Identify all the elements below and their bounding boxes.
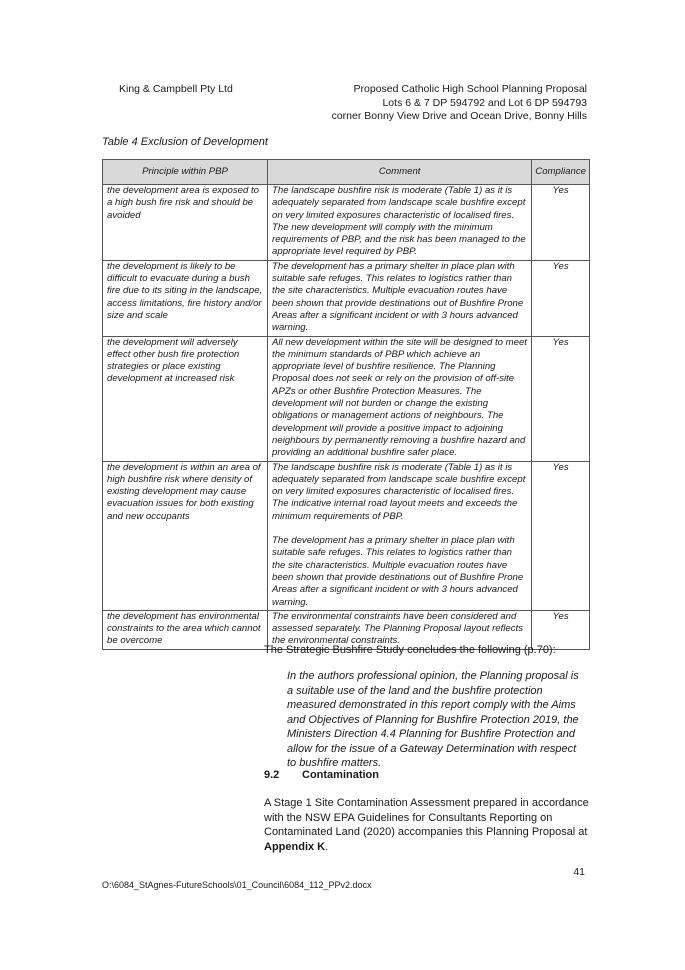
comment-paragraph: The landscape bushfire risk is moderate (Table 1) as it is adequately separated from landscape scale bushfire except on very limited exposures characteristic of localised fires. The new development will comply with the minimum requirements of PBP, and the risk has been managed to the appropriate level required by PBP.	[272, 185, 526, 258]
comment-paragraph: The landscape bushfire risk is moderate (Table 1) as it is adequately separated from landscape scale bushfire except on very limited exposures characteristic of localised fires. The indicative internal road layout meets and exceeds the minimum requirements of PBP.	[272, 461, 526, 522]
compliance-cell: Yes	[532, 336, 590, 461]
header-project-info	[332, 83, 587, 124]
column-header: Compliance	[532, 160, 590, 185]
column-header: Principle within PBP	[103, 160, 268, 185]
comment-paragraph: All new development within the site will be designed to meet the minimum standards of PBP which achieve an appropriate level of bushfire resilience. The Planning Proposal does not seek or rely on the provision of off-site APZs or other Bushfire Protection Measures. The development will not burden or change the existing obligations or management actions of neighbours. The development will provide a positive impact to adjoining neighbours by permanently removing a bushfire hazard and providing an additional bushfire safer place.	[272, 336, 527, 459]
table-row	[103, 185, 590, 261]
paragraph-text: A Stage 1 Site Contamination Assessment prepared in accordance with the NSW EPA Guidelines for Consultants Reporting on Contaminated Land (2020) accompanies this Planning Proposal at	[264, 797, 589, 838]
header-company: King & Campbell Pty Ltd	[119, 83, 233, 95]
table-caption: Table 4 Exclusion of Development	[102, 136, 268, 148]
comment-cell	[268, 260, 532, 336]
quoted-conclusion: In the authors professional opinion, the Planning proposal is a suitable use of the land and the bushfire protection measured demonstrated in this report comply with the Aims and Objectives of Planning for Bushfire Protection 2019, the Ministers Direction 4.4 Planning for Bushfire Protection and allow for the issue of a Gateway Determination with respect to bushfire matters.	[287, 670, 579, 769]
compliance-cell: Yes	[532, 185, 590, 261]
intro-paragraph: The Strategic Bushfire Study concludes the following (p.70):	[264, 644, 556, 656]
appendix-reference: Appendix K	[264, 840, 326, 853]
principle-cell: the development will adversely effect other bush fire protection strategies or place existing development at increased risk	[103, 336, 268, 461]
column-header: Comment	[268, 160, 532, 185]
exclusion-table	[102, 159, 590, 650]
section-heading	[264, 768, 594, 783]
comment-paragraph: The development has a primary shelter in place plan with suitable safe refuges. This relates to logistics rather than the site characteristics. Multiple evacuation routes have been shown that provide destinations out of Bushfire Prone Areas after a significant incident or with 3 hours advanced warning.	[272, 535, 524, 608]
header-line: Proposed Catholic High School Planning Proposal	[353, 83, 587, 95]
comment-cell	[268, 461, 532, 610]
section-number: 9.2	[264, 769, 280, 781]
comment-cell	[268, 185, 532, 261]
principle-cell: the development is within an area of high bushfire risk where density of existing development may cause evacuation issues for both existing and new occupants	[103, 461, 268, 610]
header-line: Lots 6 & 7 DP 594792 and Lot 6 DP 594793	[382, 96, 587, 109]
page-number: 41	[573, 866, 585, 878]
compliance-cell: Yes	[532, 260, 590, 336]
table-row	[103, 336, 590, 461]
paragraph-end: .	[325, 840, 329, 853]
principle-cell: the development has environmental constraints to the area which cannot be overcome	[103, 610, 268, 649]
header-line: corner Bonny View Drive and Ocean Drive, Bonny Hills	[331, 110, 587, 122]
footer-file-path: O:\6084_StAgnes-FutureSchools\01_Council\6084_112_PPv2.docx	[102, 880, 372, 890]
compliance-cell: Yes	[532, 610, 590, 649]
principle-cell: the development area is exposed to a high bush fire risk and should be avoided	[103, 185, 268, 261]
principle-cell: the development is likely to be difficult to evacuate during a bush fire due to its siting in the landscape, access limitations, fire history and/or size and scale	[103, 260, 268, 336]
table-row	[103, 461, 590, 610]
compliance-cell: Yes	[532, 461, 590, 610]
comment-cell	[268, 336, 532, 461]
table-header-row	[103, 160, 590, 185]
table-row	[103, 260, 590, 336]
comment-paragraph: The development has a primary shelter in place plan with suitable safe refuges. This relates to logistics rather than the site characteristics. Multiple evacuation routes have been shown that provide destinations out of Bushfire Prone Areas after a significant incident or with 3 hours advanced warning.	[272, 260, 524, 334]
contamination-paragraph	[264, 796, 594, 854]
comment-paragraph: The environmental constraints have been considered and assessed separately. The Planning Proposal layout reflects the environmental constraints.	[272, 610, 524, 647]
section-title: Contamination	[302, 769, 379, 781]
